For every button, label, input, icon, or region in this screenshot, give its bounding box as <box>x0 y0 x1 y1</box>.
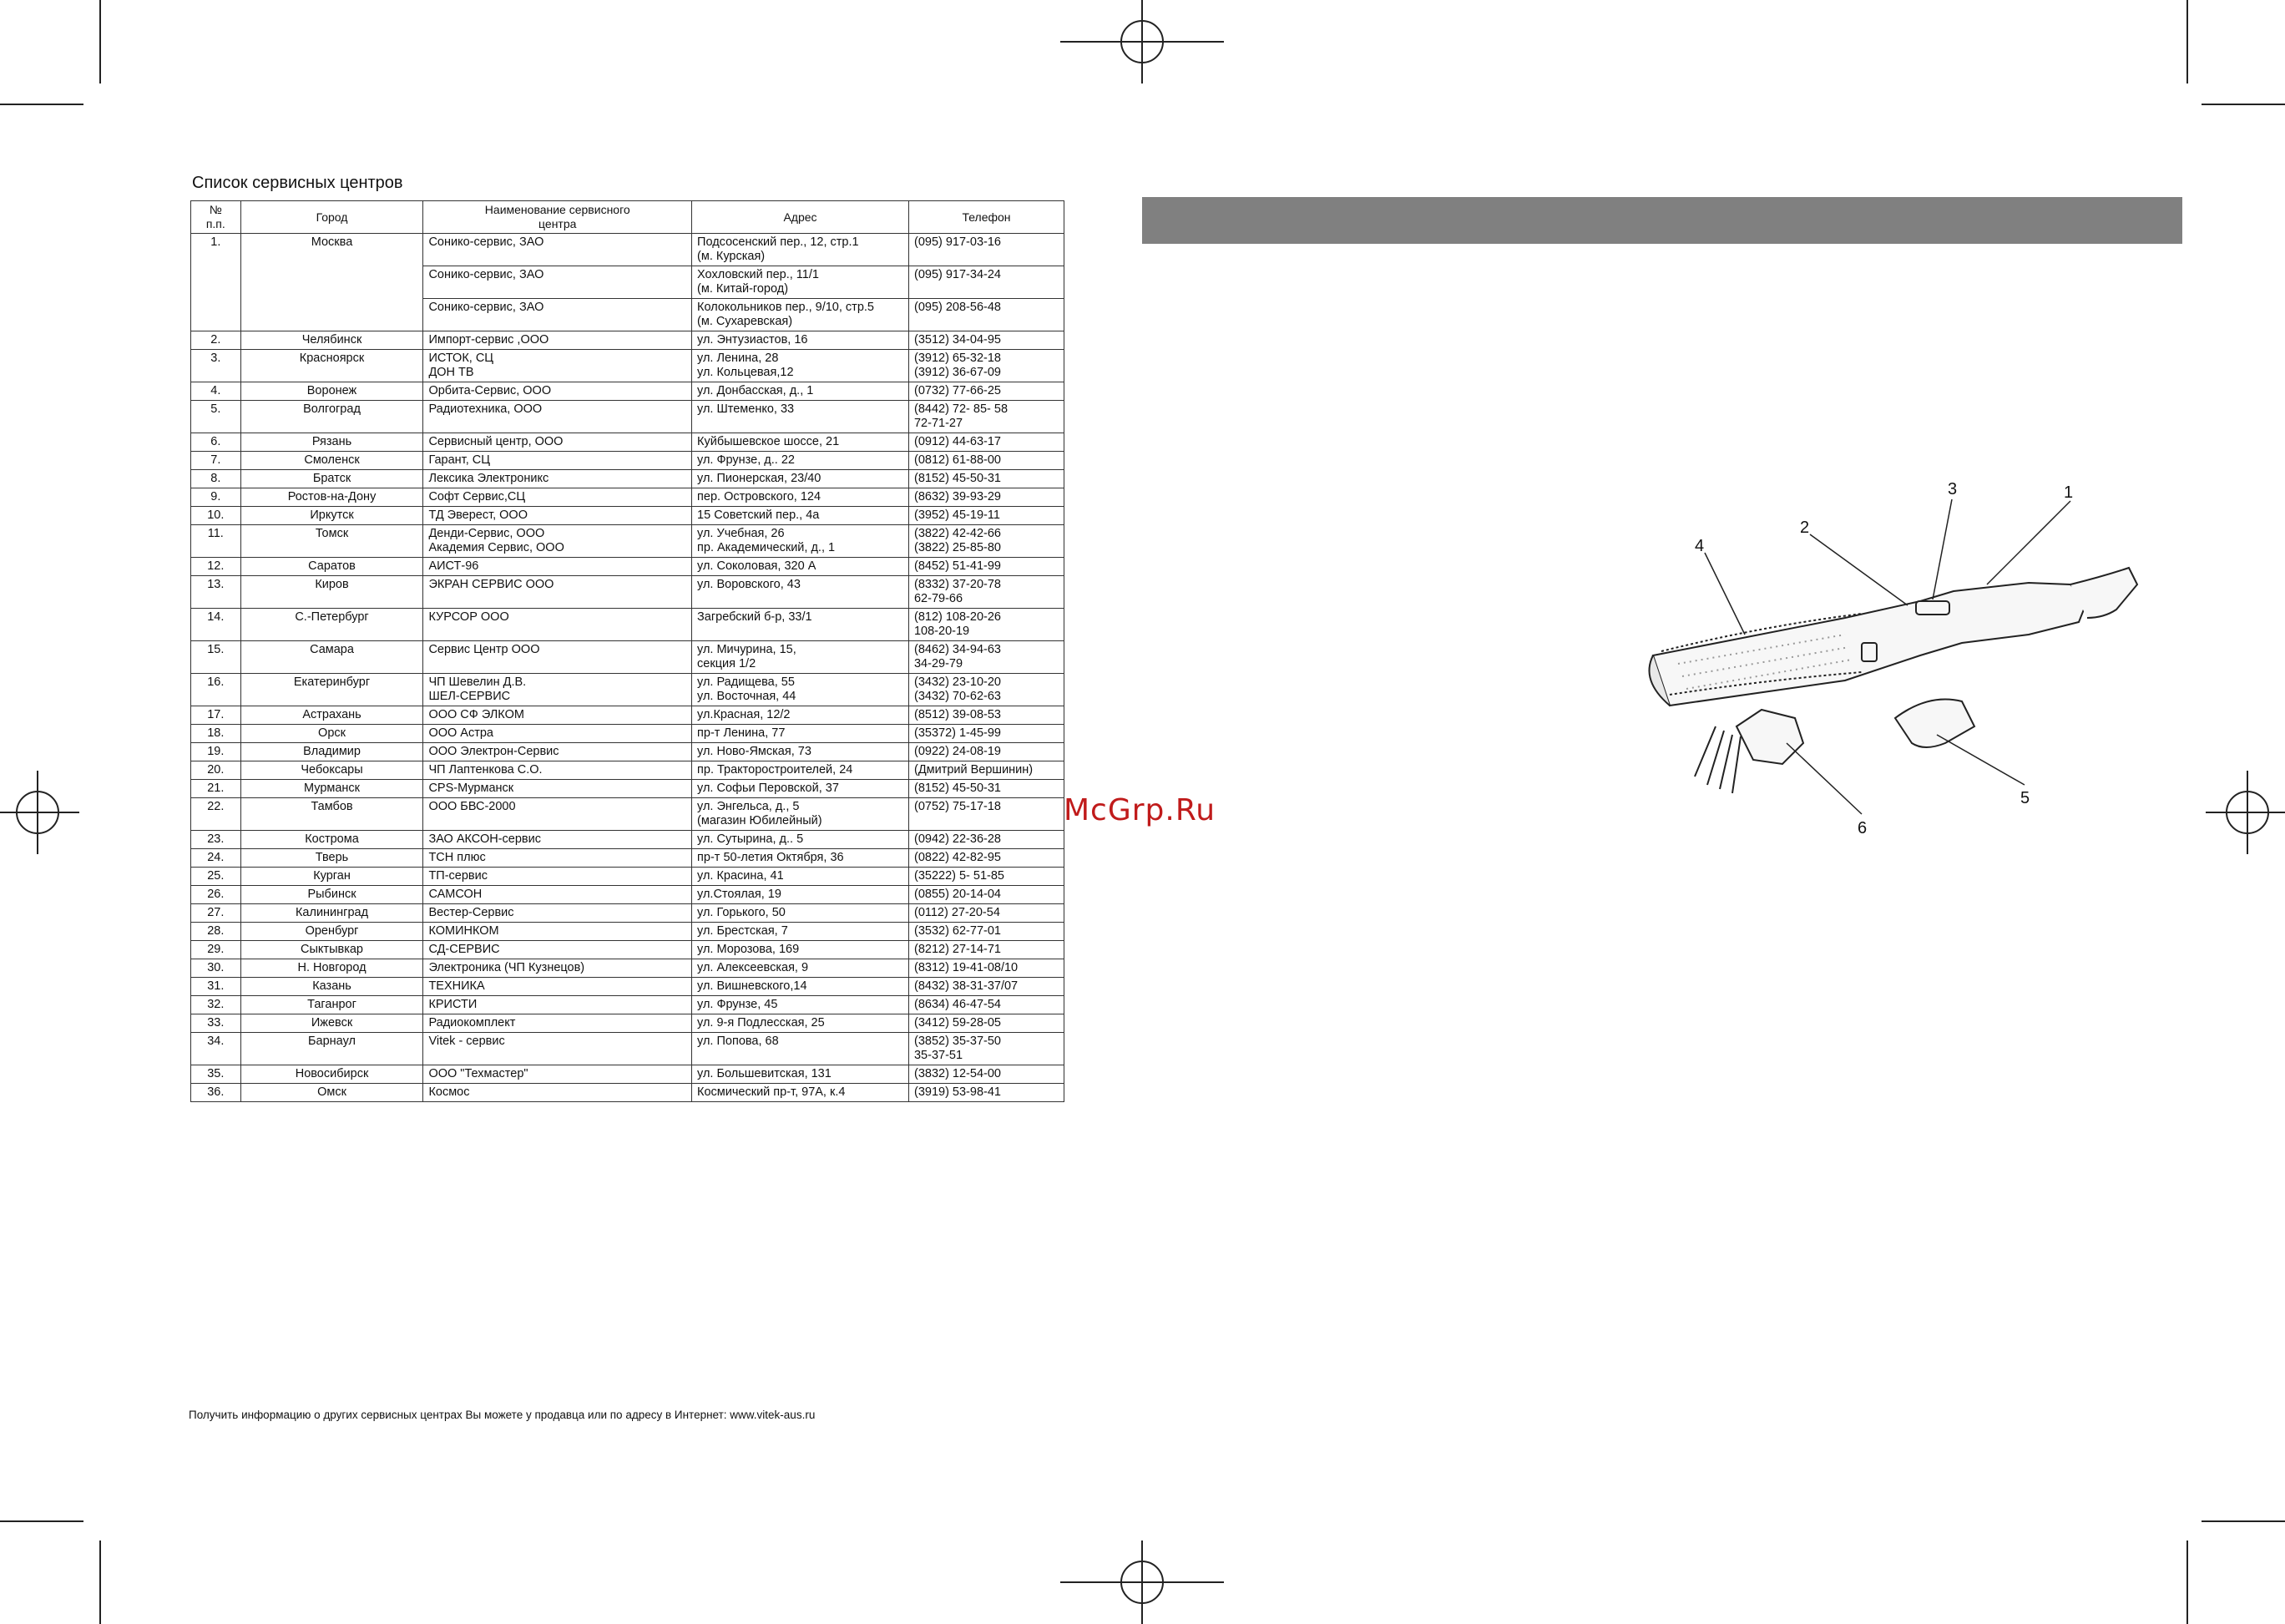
callout-6: 6 <box>1858 819 1868 837</box>
hair-styler-diagram <box>1636 476 2154 860</box>
row-num: 12. <box>191 558 241 576</box>
page-title: Список сервисных центров <box>192 174 403 192</box>
row-address: ул. Ленина, 28 ул. Кольцевая,12 <box>692 350 909 382</box>
table-row <box>191 1033 1064 1065</box>
row-city: Самара <box>240 641 423 674</box>
row-num: 28. <box>191 923 241 941</box>
row-city: Москва <box>240 234 423 331</box>
row-num: 1. <box>191 234 241 331</box>
row-city: Кострома <box>240 831 423 849</box>
table-row <box>191 761 1064 780</box>
row-phone: (8212) 27-14-71 <box>908 941 1064 959</box>
table-row <box>191 959 1064 978</box>
row-num: 14. <box>191 609 241 641</box>
row-name: Вестер-Сервис <box>423 904 692 923</box>
row-address: пр-т 50-летия Октября, 36 <box>692 849 909 868</box>
row-phone: (0812) 61-88-00 <box>908 452 1064 470</box>
row-num: 13. <box>191 576 241 609</box>
table-row <box>191 609 1064 641</box>
table-row <box>191 1084 1064 1102</box>
row-name: ИСТОК, СЦ ДОН ТВ <box>423 350 692 382</box>
row-num: 33. <box>191 1014 241 1033</box>
row-num: 6. <box>191 433 241 452</box>
row-phone: (0822) 42-82-95 <box>908 849 1064 868</box>
row-num: 15. <box>191 641 241 674</box>
table-row <box>191 849 1064 868</box>
row-num: 11. <box>191 525 241 558</box>
table-row <box>191 558 1064 576</box>
row-name: Орбита-Сервис, ООО <box>423 382 692 401</box>
row-name: САМСОН <box>423 886 692 904</box>
row-phone: (095) 917-34-24 <box>908 266 1064 299</box>
row-name: Космос <box>423 1084 692 1102</box>
callout-2: 2 <box>1800 519 1810 537</box>
row-phone: (8152) 45-50-31 <box>908 780 1064 798</box>
row-num: 19. <box>191 743 241 761</box>
row-city: Воронеж <box>240 382 423 401</box>
row-phone: (3412) 59-28-05 <box>908 1014 1064 1033</box>
row-name: ТЕХНИКА <box>423 978 692 996</box>
callout-1: 1 <box>2064 483 2074 502</box>
row-name: ООО СФ ЭЛКОМ <box>423 706 692 725</box>
footer-note: Получить информацию о других сервисных центрах Вы можете у продавца или по адресу в Интернет: www.vitek-aus.ru <box>189 1409 816 1421</box>
row-address: ул. Учебная, 26 пр. Академический, д., 1 <box>692 525 909 558</box>
row-address: ул. Софьи Перовской, 37 <box>692 780 909 798</box>
row-phone: (3512) 34-04-95 <box>908 331 1064 350</box>
row-city: Тамбов <box>240 798 423 831</box>
row-num: 32. <box>191 996 241 1014</box>
row-address: ул. Фрунзе, 45 <box>692 996 909 1014</box>
row-phone: (8312) 19-41-08/10 <box>908 959 1064 978</box>
row-city: Челябинск <box>240 331 423 350</box>
row-name: КОМИНКОМ <box>423 923 692 941</box>
row-name: Радиокомплект <box>423 1014 692 1033</box>
row-name: КУРСОР ООО <box>423 609 692 641</box>
header-num: № п.п. <box>191 201 241 234</box>
table-row <box>191 234 1064 266</box>
row-num: 21. <box>191 780 241 798</box>
row-address: ул. Соколовая, 320 А <box>692 558 909 576</box>
row-num: 29. <box>191 941 241 959</box>
row-phone: (812) 108-20-26 108-20-19 <box>908 609 1064 641</box>
table-row <box>191 507 1064 525</box>
row-city: Барнаул <box>240 1033 423 1065</box>
row-city: Астрахань <box>240 706 423 725</box>
row-num: 27. <box>191 904 241 923</box>
row-num: 9. <box>191 488 241 507</box>
row-phone: (35372) 1-45-99 <box>908 725 1064 743</box>
row-num: 16. <box>191 674 241 706</box>
row-city: Рыбинск <box>240 886 423 904</box>
callout-4: 4 <box>1695 537 1705 555</box>
row-phone: (35222) 5- 51-85 <box>908 868 1064 886</box>
row-address: Куйбышевское шоссе, 21 <box>692 433 909 452</box>
row-phone: (3852) 35-37-50 35-37-51 <box>908 1033 1064 1065</box>
row-address: ул. Радищева, 55 ул. Восточная, 44 <box>692 674 909 706</box>
row-name: Сонико-сервис, ЗАО <box>423 266 692 299</box>
row-address: ул. Мичурина, 15, секция 1/2 <box>692 641 909 674</box>
row-address: Колокольников пер., 9/10, стр.5 (м. Сухаревская) <box>692 299 909 331</box>
row-num: 10. <box>191 507 241 525</box>
row-address: ул. Фрунзе, д.. 22 <box>692 452 909 470</box>
row-phone: (0855) 20-14-04 <box>908 886 1064 904</box>
row-address: Подсосенский пер., 12, стр.1 (м. Курская) <box>692 234 909 266</box>
table-body <box>191 234 1064 1102</box>
row-name: ООО БВС-2000 <box>423 798 692 831</box>
row-name: ЭКРАН СЕРВИС ООО <box>423 576 692 609</box>
table-row <box>191 576 1064 609</box>
row-address: ул. Штеменко, 33 <box>692 401 909 433</box>
row-phone: (8634) 46-47-54 <box>908 996 1064 1014</box>
table-row <box>191 941 1064 959</box>
row-name: Импорт-сервис ,ООО <box>423 331 692 350</box>
row-address: ул. Энтузиастов, 16 <box>692 331 909 350</box>
row-city: Омск <box>240 1084 423 1102</box>
row-num: 17. <box>191 706 241 725</box>
table-row <box>191 350 1064 382</box>
row-city: Ижевск <box>240 1014 423 1033</box>
row-num: 2. <box>191 331 241 350</box>
row-address: ул. Воровского, 43 <box>692 576 909 609</box>
row-phone: (095) 208-56-48 <box>908 299 1064 331</box>
row-name: КРИСТИ <box>423 996 692 1014</box>
row-city: Таганрог <box>240 996 423 1014</box>
row-city: Красноярск <box>240 350 423 382</box>
table-row <box>191 780 1064 798</box>
row-num: 3. <box>191 350 241 382</box>
row-phone: (8452) 51-41-99 <box>908 558 1064 576</box>
row-name: ЧП Лаптенкова С.О. <box>423 761 692 780</box>
watermark: McGrp.Ru <box>1064 793 1216 827</box>
table-row <box>191 401 1064 433</box>
row-num: 25. <box>191 868 241 886</box>
row-phone: (3432) 23-10-20 (3432) 70-62-63 <box>908 674 1064 706</box>
row-city: Тверь <box>240 849 423 868</box>
row-address: Космический пр-т, 97А, к.4 <box>692 1084 909 1102</box>
row-phone: (0912) 44-63-17 <box>908 433 1064 452</box>
row-city: Орск <box>240 725 423 743</box>
row-address: 15 Советский пер., 4а <box>692 507 909 525</box>
table-row <box>191 923 1064 941</box>
row-city: Владимир <box>240 743 423 761</box>
row-phone: (8332) 37-20-78 62-79-66 <box>908 576 1064 609</box>
row-city: Волгоград <box>240 401 423 433</box>
table-row <box>191 488 1064 507</box>
row-num: 8. <box>191 470 241 488</box>
row-address: ул. 9-я Подлесская, 25 <box>692 1014 909 1033</box>
row-name: CPS-Мурманск <box>423 780 692 798</box>
row-address: пр-т Ленина, 77 <box>692 725 909 743</box>
row-address: ул. Сутырина, д.. 5 <box>692 831 909 849</box>
row-name: Сонико-сервис, ЗАО <box>423 299 692 331</box>
row-city: Оренбург <box>240 923 423 941</box>
row-phone: (3832) 12-54-00 <box>908 1065 1064 1084</box>
table-row <box>191 1065 1064 1084</box>
row-name: АИСТ-96 <box>423 558 692 576</box>
row-name: Гарант, СЦ <box>423 452 692 470</box>
callout-5: 5 <box>2020 789 2030 807</box>
row-address: Загребский б-р, 33/1 <box>692 609 909 641</box>
row-name: Сонико-сервис, ЗАО <box>423 234 692 266</box>
row-name: ЗАО АКСОН-сервис <box>423 831 692 849</box>
table-row <box>191 674 1064 706</box>
row-num: 36. <box>191 1084 241 1102</box>
header-address: Адрес <box>692 201 909 234</box>
table-row <box>191 831 1064 849</box>
row-address: ул. Донбасская, д., 1 <box>692 382 909 401</box>
row-city: Смоленск <box>240 452 423 470</box>
row-num: 5. <box>191 401 241 433</box>
row-num: 24. <box>191 849 241 868</box>
row-num: 18. <box>191 725 241 743</box>
row-phone: (3822) 42-42-66 (3822) 25-85-80 <box>908 525 1064 558</box>
table-row <box>191 706 1064 725</box>
row-num: 23. <box>191 831 241 849</box>
callout-3: 3 <box>1948 480 1958 498</box>
row-address: ул. Попова, 68 <box>692 1033 909 1065</box>
row-address: ул. Энгельса, д., 5 (магазин Юбилейный) <box>692 798 909 831</box>
row-phone: (8442) 72- 85- 58 72-71-27 <box>908 401 1064 433</box>
row-name: ТП-сервис <box>423 868 692 886</box>
row-address: ул. Большевитская, 131 <box>692 1065 909 1084</box>
row-city: Рязань <box>240 433 423 452</box>
row-address: Хохловский пер., 11/1 (м. Китай-город) <box>692 266 909 299</box>
table-row <box>191 470 1064 488</box>
row-phone: (3912) 65-32-18 (3912) 36-67-09 <box>908 350 1064 382</box>
row-name: Софт Сервис,СЦ <box>423 488 692 507</box>
table-row <box>191 904 1064 923</box>
row-city: Иркутск <box>240 507 423 525</box>
header-city: Город <box>240 201 423 234</box>
table-row <box>191 382 1064 401</box>
table-row <box>191 743 1064 761</box>
row-phone: (8462) 34-94-63 34-29-79 <box>908 641 1064 674</box>
row-phone: (0942) 22-36-28 <box>908 831 1064 849</box>
section-header-bar <box>1142 197 2182 244</box>
row-num: 22. <box>191 798 241 831</box>
row-num: 35. <box>191 1065 241 1084</box>
row-name: Сервисный центр, ООО <box>423 433 692 452</box>
row-address: ул. Ново-Ямская, 73 <box>692 743 909 761</box>
row-phone: (8632) 39-93-29 <box>908 488 1064 507</box>
row-name: ООО Электрон-Сервис <box>423 743 692 761</box>
row-phone: (0922) 24-08-19 <box>908 743 1064 761</box>
table-row <box>191 1014 1064 1033</box>
row-address: ул. Пионерская, 23/40 <box>692 470 909 488</box>
row-address: ул. Морозова, 169 <box>692 941 909 959</box>
row-city: Томск <box>240 525 423 558</box>
header-service-name: Наименование сервисного центра <box>423 201 692 234</box>
row-address: ул. Алексеевская, 9 <box>692 959 909 978</box>
row-phone: (3532) 62-77-01 <box>908 923 1064 941</box>
row-num: 4. <box>191 382 241 401</box>
row-num: 26. <box>191 886 241 904</box>
row-address: ул.Красная, 12/2 <box>692 706 909 725</box>
row-phone: (0732) 77-66-25 <box>908 382 1064 401</box>
row-num: 30. <box>191 959 241 978</box>
row-name: Электроника (ЧП Кузнецов) <box>423 959 692 978</box>
row-phone: (095) 917-03-16 <box>908 234 1064 266</box>
row-num: 20. <box>191 761 241 780</box>
table-row <box>191 868 1064 886</box>
row-city: Ростов-на-Дону <box>240 488 423 507</box>
row-name: Vitek - сервис <box>423 1033 692 1065</box>
row-name: Радиотехника, ООО <box>423 401 692 433</box>
row-city: Сыктывкар <box>240 941 423 959</box>
row-name: ООО "Техмастер" <box>423 1065 692 1084</box>
table-row <box>191 452 1064 470</box>
row-phone: (3919) 53-98-41 <box>908 1084 1064 1102</box>
row-city: Екатеринбург <box>240 674 423 706</box>
row-city: Новосибирск <box>240 1065 423 1084</box>
table-row <box>191 641 1064 674</box>
table-row <box>191 886 1064 904</box>
styler-body-drawing <box>1650 568 2138 793</box>
row-city: Саратов <box>240 558 423 576</box>
table-row <box>191 725 1064 743</box>
table-row <box>191 525 1064 558</box>
row-city: Братск <box>240 470 423 488</box>
row-name: ЧП Шевелин Д.В. ШЕЛ-СЕРВИС <box>423 674 692 706</box>
row-address: ул. Красина, 41 <box>692 868 909 886</box>
row-city: Киров <box>240 576 423 609</box>
row-address: ул. Горького, 50 <box>692 904 909 923</box>
row-name: СД-СЕРВИС <box>423 941 692 959</box>
row-name: Лексика Электроникс <box>423 470 692 488</box>
row-name: ТСН плюс <box>423 849 692 868</box>
table-header-row <box>191 201 1064 234</box>
row-address: пр. Тракторостроителей, 24 <box>692 761 909 780</box>
row-city: Казань <box>240 978 423 996</box>
table-row <box>191 996 1064 1014</box>
row-city: Курган <box>240 868 423 886</box>
row-address: ул. Вишневского,14 <box>692 978 909 996</box>
row-phone: (8152) 45-50-31 <box>908 470 1064 488</box>
row-phone: (0112) 27-20-54 <box>908 904 1064 923</box>
row-city: Н. Новгород <box>240 959 423 978</box>
service-centers-table <box>190 200 1064 1102</box>
row-city: Калининград <box>240 904 423 923</box>
row-phone: (8432) 38-31-37/07 <box>908 978 1064 996</box>
row-address: ул.Стоялая, 19 <box>692 886 909 904</box>
row-num: 31. <box>191 978 241 996</box>
row-name: Денди-Сервис, ООО Академия Сервис, ООО <box>423 525 692 558</box>
table-row <box>191 331 1064 350</box>
row-name: Сервис Центр ООО <box>423 641 692 674</box>
table-row <box>191 978 1064 996</box>
row-name: ООО Астра <box>423 725 692 743</box>
row-name: ТД Эверест, ООО <box>423 507 692 525</box>
row-address: пер. Островского, 124 <box>692 488 909 507</box>
row-phone: (Дмитрий Вершинин) <box>908 761 1064 780</box>
row-num: 7. <box>191 452 241 470</box>
row-address: ул. Брестская, 7 <box>692 923 909 941</box>
header-phone: Телефон <box>908 201 1064 234</box>
row-city: Мурманск <box>240 780 423 798</box>
row-phone: (8512) 39-08-53 <box>908 706 1064 725</box>
row-num: 34. <box>191 1033 241 1065</box>
table-row <box>191 433 1064 452</box>
row-city: С.-Петербург <box>240 609 423 641</box>
row-phone: (3952) 45-19-11 <box>908 507 1064 525</box>
row-phone: (0752) 75-17-18 <box>908 798 1064 831</box>
table-row <box>191 798 1064 831</box>
row-city: Чебоксары <box>240 761 423 780</box>
